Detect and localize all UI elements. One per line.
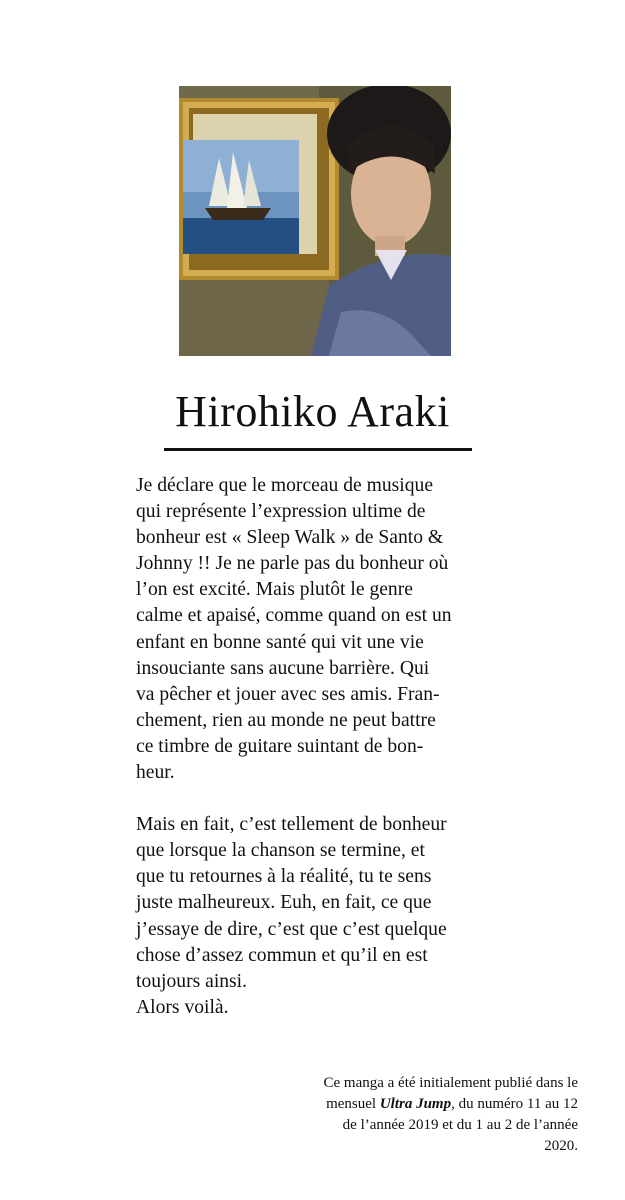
credit-line-2-suffix: , du numéro 11 au 12: [451, 1096, 578, 1112]
publication-credit: [238, 1073, 578, 1157]
text-line: qui représente l’expression ultime de: [136, 501, 426, 523]
credit-line-1: Ce manga a été initialement publié dans le: [323, 1075, 578, 1091]
paragraph-1: [136, 473, 506, 786]
text-line: Je déclare que le morceau de musique: [136, 475, 434, 496]
credit-line-2-prefix: mensuel: [326, 1096, 380, 1112]
magazine-title: Ultra Jump: [379, 1096, 452, 1112]
text-line: ce timbre de guitare suintant de bon-: [136, 735, 424, 757]
text-line: insouciante sans aucune barrière. Qui: [136, 657, 430, 679]
text-line: j’essaye de dire, c’est que c’est quelque: [136, 918, 447, 940]
text-line: l’on est excité. Mais plutôt le genre: [136, 579, 413, 601]
credit-line-2: [238, 1094, 578, 1115]
text-line: juste malheureux. Euh, en fait, ce que: [136, 892, 432, 914]
credit-line-3: de l’année 2019 et du 1 au 2 de l’année: [342, 1117, 578, 1133]
text-line: chose d’assez commun et qu’il en est: [136, 944, 428, 966]
text-line: Alors voilà.: [136, 996, 229, 1018]
text-line: Johnny !! Je ne parle pas du bonheur où: [136, 553, 449, 575]
text-line: enfant en bonne santé qui vit une vie: [136, 631, 424, 653]
text-line: que tu retournes à la réalité, tu te sens: [136, 866, 432, 888]
text-line: chement, rien au monde ne peut battre: [136, 709, 436, 731]
credit-line-4: 2020.: [544, 1138, 578, 1154]
text-line: Mais en fait, c’est tellement de bonheur: [136, 814, 447, 836]
text-line: calme et apaisé, comme quand on est un: [136, 605, 452, 627]
name-underline: [164, 448, 472, 451]
text-line: heur.: [136, 762, 175, 784]
text-line: bonheur est « Sleep Walk » de Santo &: [136, 527, 444, 549]
statement-text: [136, 473, 506, 1021]
text-line: que lorsque la chanson se termine, et: [136, 840, 425, 862]
text-line: va pêcher et jouer avec ses amis. Fran-: [136, 683, 440, 705]
paragraph-2: [136, 812, 506, 1021]
text-line: toujours ainsi.: [136, 970, 248, 992]
author-name: Hirohiko Araki: [175, 387, 450, 436]
author-photo: [179, 86, 451, 356]
